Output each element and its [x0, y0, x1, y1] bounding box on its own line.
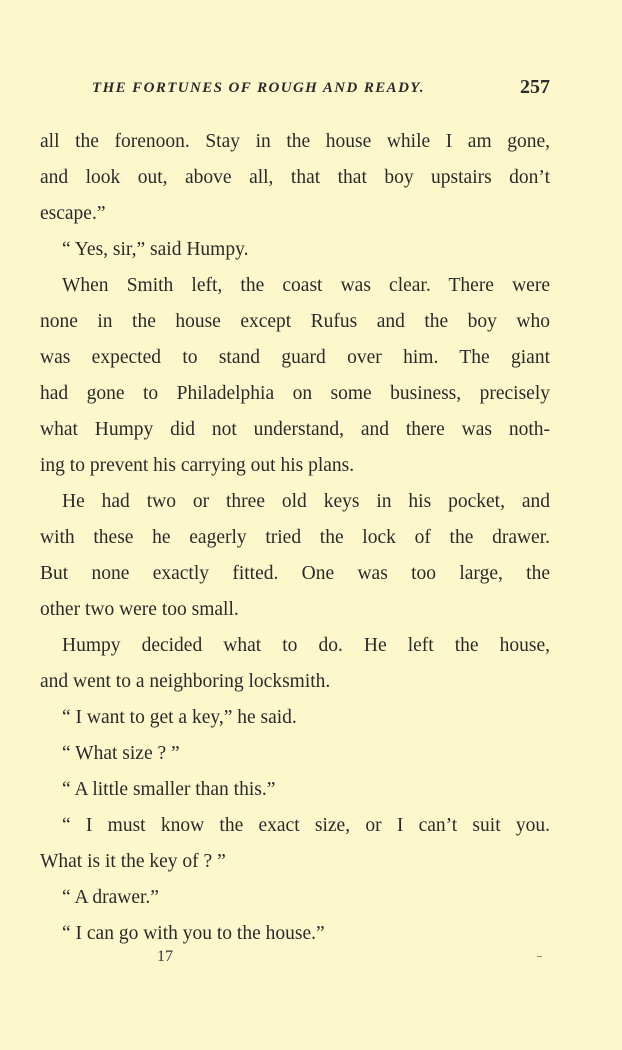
text-line-16: and went to a neighboring locksmith.	[40, 671, 331, 692]
text-line-8: had gone to Philadelphia on some business, precisely	[40, 383, 550, 404]
text-line-18: “ What size ? ”	[62, 743, 180, 764]
page-edge-mark	[537, 956, 542, 957]
text-line-4: “ Yes, sir,” said Humpy.	[62, 239, 249, 260]
text-line-3: escape.”	[40, 203, 106, 224]
page-number: 257	[520, 76, 550, 98]
text-line-11: He had two or three old keys in his pocket, and	[62, 491, 550, 512]
text-line-7: was expected to stand guard over him. The giant	[40, 347, 550, 368]
text-line-19: “ A little smaller than this.”	[62, 779, 276, 800]
text-line-22: “ A drawer.”	[62, 887, 159, 908]
text-line-9: what Humpy did not understand, and there was noth-	[40, 419, 550, 440]
text-line-20: “ I must know the exact size, or I can’t suit you.	[62, 815, 550, 836]
text-line-23: “ I can go with you to the house.”	[62, 923, 325, 944]
text-line-15: Humpy decided what to do. He left the house,	[62, 635, 550, 656]
text-line-12: with these he eagerly tried the lock of the drawer.	[40, 527, 550, 548]
text-line-21: What is it the key of ? ”	[40, 851, 226, 872]
body-text	[40, 124, 550, 952]
text-line-2: and look out, above all, that that boy upstairs don’t	[40, 167, 550, 188]
text-line-6: none in the house except Rufus and the boy who	[40, 311, 550, 332]
running-head	[92, 76, 552, 104]
text-line-13: But none exactly fitted. One was too large, the	[40, 563, 550, 584]
signature-mark: 17	[157, 948, 173, 965]
running-title: THE FORTUNES OF ROUGH AND READY.	[92, 80, 425, 96]
text-line-10: ing to prevent his carrying out his plans.	[40, 455, 355, 476]
text-line-1: all the forenoon. Stay in the house while I am gone,	[40, 131, 550, 152]
text-line-14: other two were too small.	[40, 599, 239, 620]
text-line-17: “ I want to get a key,” he said.	[62, 707, 297, 728]
text-line-5: When Smith left, the coast was clear. There were	[62, 275, 550, 296]
